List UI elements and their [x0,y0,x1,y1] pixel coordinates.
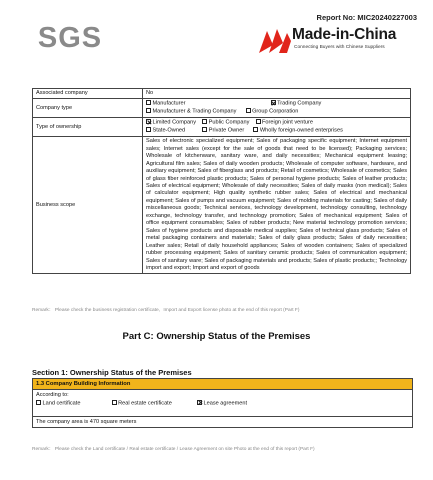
checkbox-land-certificate[interactable] [36,400,41,405]
option-label: Real estate certificate [118,400,172,406]
associated-company-label: Associated company [33,89,143,99]
option-label: Foreign joint venture [262,119,314,126]
checkbox-state-owned[interactable] [146,127,151,132]
table-row [33,99,411,118]
option-label: Private Owner [208,127,245,134]
option-label: Limited Company [152,119,197,126]
option-label: State-Owned [152,127,186,134]
report-number: Report No: MIC20240227003 [316,13,417,22]
option-label: Manufacturer [152,100,186,107]
checkbox-private-owner[interactable] [202,127,207,132]
business-scope-label: Business scope [33,137,143,274]
made-in-china-logo [259,26,419,56]
checkbox-foreign-joint-venture[interactable] [256,119,261,124]
business-scope-text: Sales of electronic specialized equipment; Sales of packaging specific equipment; Internet equipment sales; Internet sales (except for the sale of goods that need to be licensed); Packaging services; Wholesale of kitchenware, sanitary ware, and daily necessities; Mechanical equipment leasing; Agricultural film sales; Sales of daily wooden products; Wholesale of computer software, hardware, and auxiliary equipment; Sales of fiberglass and products; Retail of cosmetics; Wholesale of cosmetics; Sales of glass fiber reinforced plastic products; Sales of personal hygiene products; Sales of leather products; Sales of electrical equipment; Wholesale of daily necessities; Sales of daily masks (non medical); Sales of calculator equipment; High quality synthetic rubber sales; Sales of electrical and mechanical equipment; Sales of pumps and vacuum equipment; Sales of molding materials for casting; Sales of daily miscellaneous goods; Technical services, technology development, technology consulting, technology exchange, technology transfer, and technology promotion; Sales of mechanical equipment; Sales of office equipment consumables; Sales of rubber products; New material technology promotion services; Sales of hygiene products and disposable medical supplies; Sales of technical glass products; Sales of metal packaging containers and materials; Sales of daily glass products; Sales of daily necessities; Leather sales; Retail of daily household appliances; Sales of wooden containers; Sales of specialized rubber processing equipment; Sales of sanitary ceramic products; Sales of communication equipment; Sales of sanitary ware; Sales of packaging materials and products; Sales of plastic products;; Technology import and export; Import and export of goods [143,137,411,274]
part-c-title: Part C: Ownership Status of the Premises [122,331,311,342]
option-label: Wholly foreign-owned enterprises [259,127,343,134]
remark-business-license: Remark： Please check the business registration certificate、Import and Export license photo at the end of this report (Part F) [32,308,300,313]
option-label: Manufacturer & Trading Company [152,108,237,115]
checkbox-manufacturer-trading[interactable] [146,108,151,113]
checkbox-public-company[interactable] [202,119,207,124]
company-area-text: The company area is 470 square meters [33,416,412,427]
checkbox-real-estate-certificate[interactable] [112,400,117,405]
building-info-body [33,390,412,416]
building-info-heading: 1.3 Company Building Information [33,379,412,390]
option-label: Trading Company [277,100,322,107]
remark-land-certificate: Remark： Please check the Land certificate / Real estate certificate / Lease Agreement on site Photo at the end of this report (Part F) [32,447,315,452]
company-type-label: Company type [33,99,143,118]
company-building-info-box [32,378,413,428]
checkbox-trading-company[interactable] [271,100,276,105]
checkbox-manufacturer[interactable] [146,100,151,105]
section-1-title: Section 1: Ownership Status of the Premises [32,368,192,377]
checkbox-wholly-foreign-owned[interactable] [253,127,258,132]
option-label: Public Company [208,119,250,126]
table-row [33,89,411,99]
table-row [33,118,411,137]
mic-logo-mark-icon [259,27,291,53]
ownership-type-label: Type of ownership [33,118,143,137]
mic-logo-name: Made-in-China [292,26,397,43]
option-label: Land certificate [42,400,81,406]
ownership-type-options [143,118,411,137]
checkbox-group-corporation[interactable] [246,108,251,113]
company-type-options [143,99,411,118]
option-label: Lease agreement [203,400,248,406]
mic-logo-tagline: Connecting Buyers with Chinese Suppliers [294,45,385,50]
option-label: Group Corporation [252,108,299,115]
sgs-logo: SGS [37,21,103,54]
table-row [33,137,411,274]
company-info-table [32,88,411,274]
associated-company-value: No [143,89,411,99]
checkbox-lease-agreement[interactable] [197,400,202,405]
according-to-label: According to: [36,392,69,398]
checkbox-limited-company[interactable] [146,119,151,124]
